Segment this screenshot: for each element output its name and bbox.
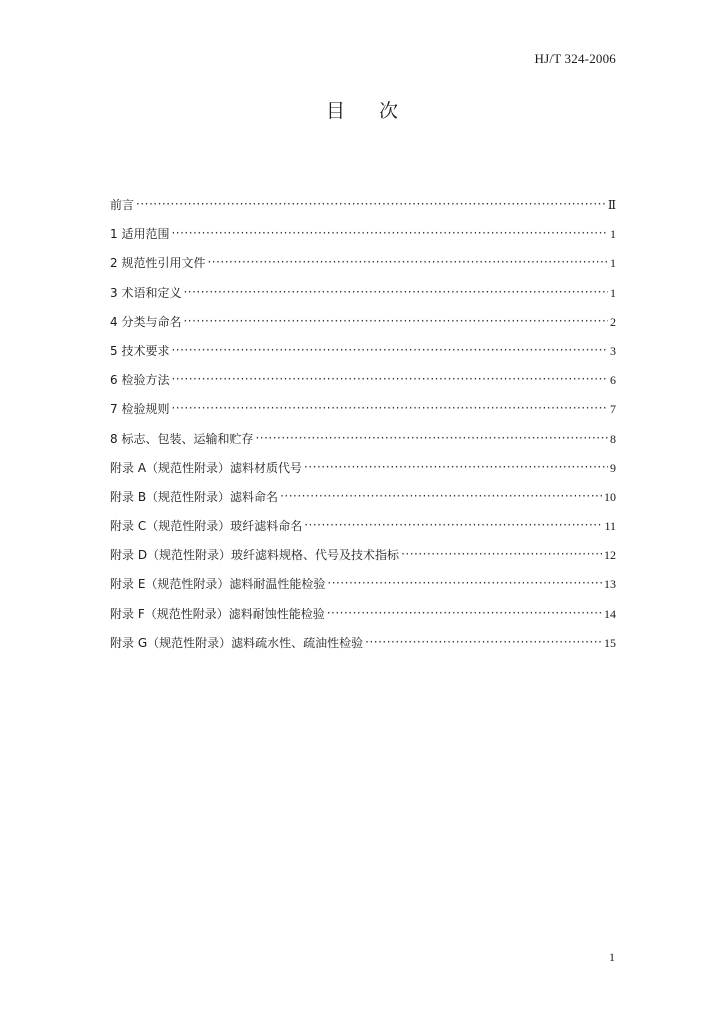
toc-entry-page: Ⅱ [607, 198, 616, 212]
toc-entry[interactable] [110, 400, 616, 429]
title-char-2: 次 [379, 100, 399, 122]
toc-leader-dots [365, 635, 602, 647]
toc-entry-title: 附录 C（规范性附录）玻纤滤料命名 [110, 519, 303, 534]
toc-leader-dots [136, 197, 606, 209]
toc-entry-title: 前言 [110, 198, 135, 212]
toc-entry[interactable] [110, 488, 616, 517]
toc-entry-page: 10 [604, 489, 616, 504]
toc-leader-dots [304, 460, 608, 472]
toc-entry[interactable] [110, 284, 616, 313]
toc-entry-page: 3 [610, 343, 616, 358]
toc-entry[interactable] [110, 371, 616, 400]
toc-entry[interactable] [110, 546, 616, 575]
toc-leader-dots [327, 576, 602, 588]
toc-entry-page: 1 [610, 227, 616, 242]
title-char-1: 目 [325, 100, 345, 122]
toc-entry-page: 12 [604, 548, 616, 563]
toc-entry-title: 7 检验规则 [110, 402, 170, 417]
toc-entry-title: 附录 E（规范性附录）滤料耐温性能检验 [110, 577, 326, 592]
toc-entry[interactable] [110, 575, 616, 604]
toc-entry-page: 1 [610, 256, 616, 271]
toc-entry-page: 15 [604, 635, 616, 650]
toc-entry-page: 13 [604, 577, 616, 592]
toc-entry[interactable] [110, 634, 616, 663]
toc-entry[interactable] [110, 254, 616, 283]
toc-leader-dots [207, 255, 608, 267]
toc-entry-title: 附录 F（规范性附录）滤料耐蚀性能检验 [110, 606, 325, 621]
toc-entry[interactable] [110, 517, 616, 546]
toc-entry[interactable] [110, 459, 616, 488]
page-number: 1 [609, 950, 615, 964]
toc-entry-title: 3 术语和定义 [110, 285, 182, 300]
toc-entry[interactable] [110, 225, 616, 254]
toc-entry-page: 7 [610, 402, 616, 417]
toc-entry-page: 8 [610, 431, 616, 446]
toc-leader-dots [304, 518, 602, 530]
toc-entry-title: 6 检验方法 [110, 373, 170, 388]
toc-entry-page: 14 [604, 606, 616, 621]
toc-entry[interactable] [110, 342, 616, 371]
toc-entry-title: 4 分类与命名 [110, 314, 182, 329]
toc-entry-page: 6 [610, 373, 616, 388]
page-title [0, 96, 724, 123]
toc-leader-dots [327, 606, 602, 618]
toc-leader-dots [171, 226, 608, 238]
toc-leader-dots [171, 343, 608, 355]
toc-entry-title: 附录 D（规范性附录）玻纤滤料规格、代号及技术指标 [110, 548, 400, 563]
toc-leader-dots [171, 401, 608, 413]
toc-entry-title: 附录 G（规范性附录）滤料疏水性、疏油性检验 [110, 635, 364, 650]
toc-entry[interactable] [110, 430, 616, 459]
toc-entry-title: 2 规范性引用文件 [110, 256, 206, 271]
toc-entry-page: 1 [610, 285, 616, 300]
toc-leader-dots [255, 431, 608, 443]
table-of-contents [110, 196, 616, 663]
toc-entry-title: 附录 B（规范性附录）滤料命名 [110, 489, 279, 504]
standard-code: HJ/T 324-2006 [534, 51, 616, 66]
toc-leader-dots [183, 285, 608, 297]
toc-leader-dots [280, 489, 602, 501]
toc-entry-title: 1 适用范围 [110, 227, 170, 242]
toc-leader-dots [171, 372, 608, 384]
toc-entry[interactable] [110, 605, 616, 634]
toc-entry-page: 2 [610, 314, 616, 329]
toc-leader-dots [401, 547, 602, 559]
toc-leader-dots [183, 314, 608, 326]
toc-entry-page: 9 [610, 460, 616, 475]
toc-entry-title: 8 标志、包装、运输和贮存 [110, 431, 254, 446]
toc-entry[interactable] [110, 313, 616, 342]
toc-entry-title: 附录 A（规范性附录）滤料材质代号 [110, 460, 303, 475]
toc-entry-page: 11 [604, 519, 616, 534]
toc-entry[interactable] [110, 196, 616, 225]
toc-entry-title: 5 技术要求 [110, 343, 170, 358]
